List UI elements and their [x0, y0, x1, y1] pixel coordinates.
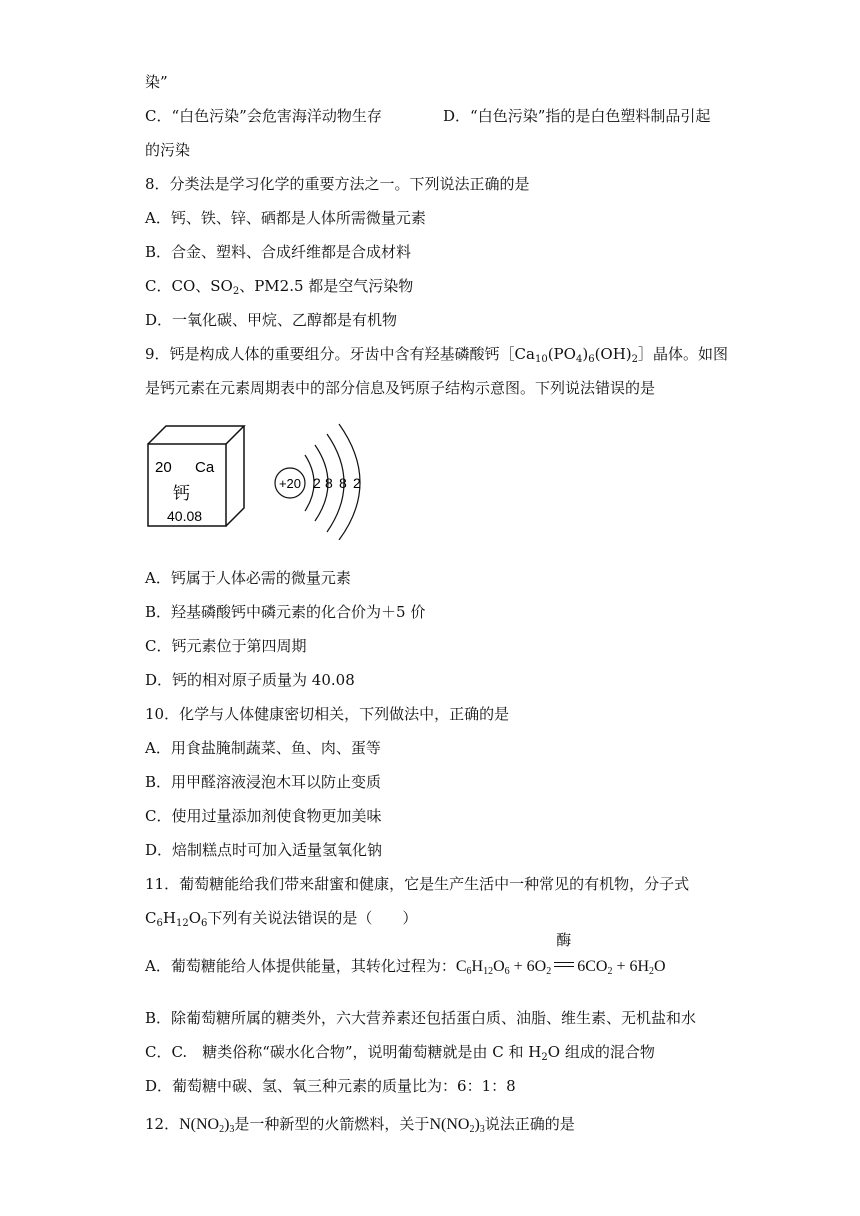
eq-o-sub: 6 [504, 966, 510, 977]
q12-f2-sub3: 3 [479, 1124, 485, 1135]
q9-option-d: D．钙的相对原子质量为 40.08 [145, 671, 355, 689]
q12-formula-2 [429, 1116, 484, 1133]
q8c-post: 、PM2.5 都是空气污染物 [239, 277, 414, 295]
q12-stem [145, 1114, 575, 1135]
eq-arrow [551, 933, 577, 971]
q11-formula-o: O [188, 909, 201, 927]
q11-formula-c: C [145, 909, 157, 927]
q11-sub2: 12 [175, 918, 189, 929]
q12-f2b: ) [474, 1116, 480, 1133]
q10-stem: 10．化学与人体健康密切相关，下列做法中，正确的是 [145, 705, 510, 723]
eq-plus2: + 6H [612, 958, 650, 975]
shell-count-3: 8 [339, 475, 347, 491]
element-name: 钙 [173, 484, 190, 504]
q8-stem: 8．分类法是学习化学的重要方法之一。下列说法正确的是 [145, 175, 530, 193]
q11-option-b: B．除葡萄糖所属的糖类外，六大营养素还包括蛋白质、油脂、维生素、无机盐和水 [145, 1009, 697, 1027]
shell-count-2: 8 [325, 475, 333, 491]
q12-pre: 12． [145, 1115, 180, 1133]
q12-mid: 是一种新型的火箭燃料，关于 [234, 1115, 430, 1133]
q11c-post: O 组成的混合物 [547, 1043, 655, 1061]
q11-stem-line2 [145, 908, 417, 928]
eq-h2-sub: 2 [649, 966, 655, 977]
eq-bar-top [554, 962, 574, 963]
q12-f2a: N(NO [429, 1116, 470, 1133]
eq-c-sub: 6 [466, 966, 472, 977]
q11-formula-h: H [162, 909, 176, 927]
calcium-figure [145, 420, 375, 544]
eq-h-sub: 12 [483, 966, 494, 977]
q10-option-d: D．焙制糕点时可加入适量氢氧化钠 [145, 841, 383, 859]
q9-pre: 9．钙是构成人体的重要组分。牙齿中含有羟基磷酸钙［Ca [145, 345, 535, 363]
q11-option-d: D．葡萄糖中碳、氢、氧三种元素的质量比为：6：1：8 [145, 1077, 516, 1095]
glucose-equation [455, 933, 666, 977]
q9-option-b: B．羟基磷酸钙中磷元素的化合价为＋5 价 [145, 603, 426, 621]
q12-f2-sub: 2 [469, 1124, 475, 1135]
q11-sub1: 6 [156, 918, 163, 929]
q11-option-c [145, 1042, 655, 1062]
q11-sub3: 6 [201, 918, 208, 929]
q9-mid1: (PO [547, 345, 576, 363]
eq-h2o-o: O [654, 958, 666, 975]
enzyme-label: 酶 [556, 933, 572, 949]
element-number: 20 [155, 459, 172, 476]
q7-option-d: D．“白色污染”指的是白色塑料制品引起 [443, 107, 711, 125]
eq-co2: 6CO [577, 958, 608, 975]
q11a-pre: A．葡萄糖能给人体提供能量，其转化过程为： [145, 957, 456, 975]
q9-post: ］晶体。如图 [638, 345, 729, 363]
q7-option-c: C．“白色污染”会危害海洋动物生存 [145, 107, 382, 125]
eq-o2-sub: 2 [546, 966, 552, 977]
q11c-sub: 2 [541, 1052, 548, 1063]
q9-sub3: 6 [588, 354, 595, 365]
q9-stem-line2: 是钙元素在元素周期表中的部分信息及钙原子结构示意图。下列说法错误的是 [145, 379, 656, 397]
q11-stem-line1: 11．葡萄糖能给我们带来甜蜜和健康，它是生产生活中一种常见的有机物，分子式 [145, 875, 690, 893]
q12-f1b: ) [224, 1116, 230, 1133]
text-line: 染” [145, 73, 168, 91]
eq-co2-sub: 2 [607, 966, 613, 977]
q11-option-a [145, 933, 666, 977]
calcium-figure-svg [145, 420, 375, 540]
q8-option-d: D．一氧化碳、甲烷、乙醇都是有机物 [145, 311, 398, 329]
element-symbol: Ca [195, 459, 215, 476]
q9-option-c: C．钙元素位于第四周期 [145, 637, 307, 655]
eq-c: C [455, 958, 467, 975]
eq-bar-bottom [554, 966, 574, 967]
nucleus-charge: +20 [278, 476, 302, 491]
q9-mid3: (OH) [594, 345, 632, 363]
q8-option-a: A．钙、铁、锌、硒都是人体所需微量元素 [145, 209, 426, 227]
q10-option-a: A．用食盐腌制蔬菜、鱼、肉、蛋等 [145, 739, 381, 757]
q7-option-d-cont: 的污染 [145, 141, 191, 159]
element-card-top [148, 426, 244, 444]
q12-f1-sub: 2 [219, 1124, 225, 1135]
q8-option-c [145, 276, 413, 296]
shell-count-1: 2 [313, 475, 321, 491]
q8c-sub: 2 [232, 286, 240, 297]
q12-f1a: N(NO [179, 1116, 220, 1133]
q9-stem-line1 [145, 344, 728, 364]
q12-f1-sub3: 3 [229, 1124, 235, 1135]
shell-count-4: 2 [353, 475, 361, 491]
q9-mid2: ) [582, 345, 589, 363]
q9-sub1: 10 [534, 354, 548, 365]
q8c-pre: C．CO、SO [145, 277, 233, 295]
q9-option-a: A．钙属于人体必需的微量元素 [145, 569, 351, 587]
q11c-pre: C．C. 糖类俗称“碳水化合物”，说明葡萄糖就是由 C 和 H [145, 1043, 542, 1061]
q9-sub2: 4 [575, 354, 583, 365]
element-mass: 40.08 [167, 508, 203, 524]
q9-sub4: 2 [631, 354, 639, 365]
q10-option-b: B．用甲醛溶液浸泡木耳以防止变质 [145, 773, 382, 791]
eq-plus1: + 6O [509, 958, 547, 975]
q12-formula-1 [179, 1116, 234, 1133]
q10-option-c: C．使用过量添加剂使食物更加美味 [145, 807, 382, 825]
q12-post: 说法正确的是 [484, 1115, 575, 1133]
eq-o: O [493, 958, 505, 975]
q11-stem-post: 下列有关说法错误的是（ ） [207, 909, 418, 927]
eq-h: H [471, 958, 484, 975]
q8-option-b: B．合金、塑料、合成纤维都是合成材料 [145, 243, 412, 261]
